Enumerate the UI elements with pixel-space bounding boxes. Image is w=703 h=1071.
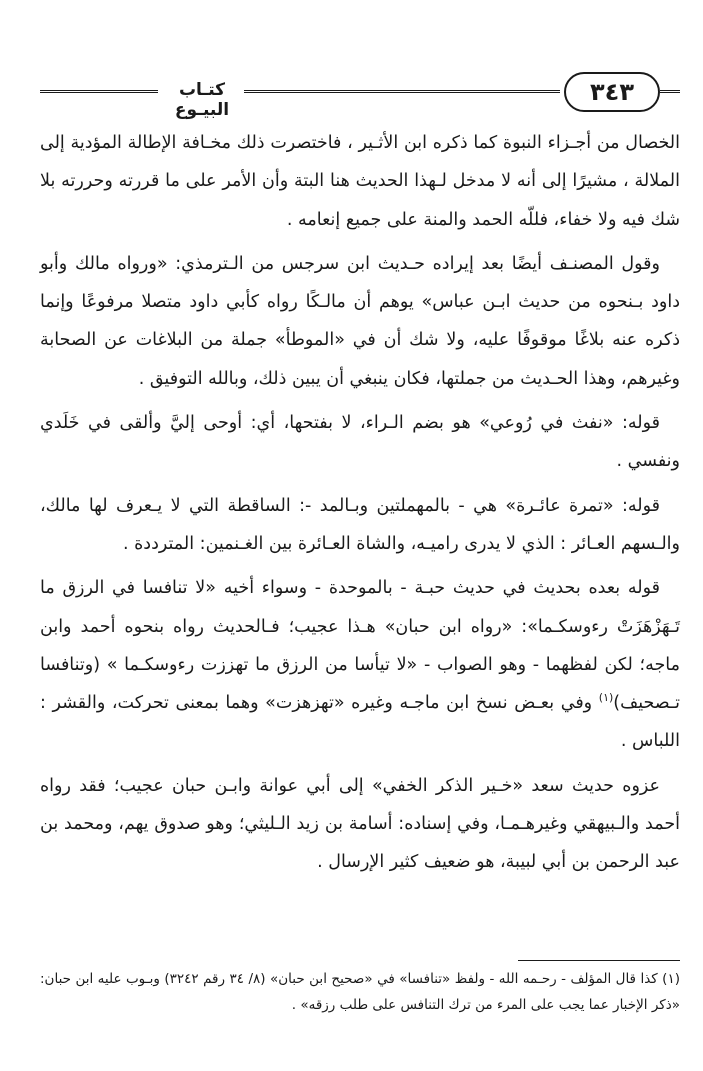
paragraph: الخصال من أجـزاء النبوة كما ذكره ابن الأثـير ، فاختصرت ذلك مخـافة الإطالة المؤدية إلى الملالة ، مشيرًا إلى أنه لا مدخل لـهذا الحديث هنا البتة وأن الأمر على ما قررته وحررته بلا شك فيه ولا خفاء، فللّه الحمد والمنة على جميع إنعامه . [40,133,680,230]
paragraph-text-continued: وفي بعـض نسخ ابن ماجـه وغيره [351,693,599,714]
paragraph-text: قوله بعده بحديث في حديث حبـة - بالموحدة - وسواء أخيه «لا تنافسا في الرزق ما تَـهَزْهَزَتْ رءوسكـما»: «رواه ابن حبان» هـذا عجيب؛ فـالحديث رواه بنحوه أحمد وابن ماجه؛ لكن لفظهما - وهو الصواب - «لا تيأسا من الرزق ما تهززت رءوسكـما » (وتنافسا تـصحيف) [40,578,680,714]
paragraph: قوله: «نفث في رُوعي» هو بضم الـراء، لا بفتحها، أي: أوحى إليَّ وألقى في خَلَدي ونفسي . [40,413,680,472]
paragraph: وقول المصنـف أيضًا بعد إيراده حـديث ابن سرجس من الـترمذي: «ورواه مالك وأبو داود بـنحوه من حديث ابـن عباس» يوهم أن مالـكًا رواه كأبي داود متصلا مرفوعًا وإنما ذكره عنه بلاغًا موقوفًا عليه، ولا شك أن في «الموطأ» جملة من البلاغات عن الصحابة وغيرهم، وهذا الحـديث من جملتها، فكان ينبغي أن يبين ذلك، وبالله التوفيق . [40,253,680,389]
page-header [40,72,680,122]
footnote: (١) كذا قال المؤلف - رحـمه الله - ولفظ «تنافسا» في «صحيح ابن حبان» (٨/ ٣٤ رقم ٣٢٤٢) وبـوب عليه ابن حبان: «ذكر الإخبار عما يجب على المرء من ترك التنافس على طلب رزقه» . [40,971,680,1013]
paragraph-text-tail: «تهزهزت» وهما بمعنى تحركت، والقشر : اللباس . [40,693,680,752]
page-number: ٣٤٣ [564,72,660,112]
paragraph: عزوه حديث سعد «خـير الذكر الخفي» إلى أبي عوانة وابـن حبان عجيب؛ فقد رواه أحمد والـبيهقي وغيرهـمـا، وفي إسناده: أسامة بن زيد الـليثي؛ وهو صدوق يهم، ومحمد بن عبد الرحمن بن أبي لبيبة، هو ضعيف كثير الإرسال . [40,775,680,873]
header-rule-right [660,90,680,93]
footnote-marker: (١) [598,691,614,705]
header-rule-left [40,90,158,93]
book-title: كتـاب البيـوع [174,80,230,120]
main-text [40,124,680,888]
footnote-separator [518,960,680,961]
header-rule-middle [244,90,560,93]
paragraph: قوله: «تمرة عائـرة» هي - بالمهملتين وبـالمد -: الساقطة التي لا يـعرف لها مالك، والـسهم العـائر : الذي لا يدرى راميـه، والشاة العـائرة بين الغـنمين: المترددة . [40,495,680,554]
paragraph [40,569,680,760]
